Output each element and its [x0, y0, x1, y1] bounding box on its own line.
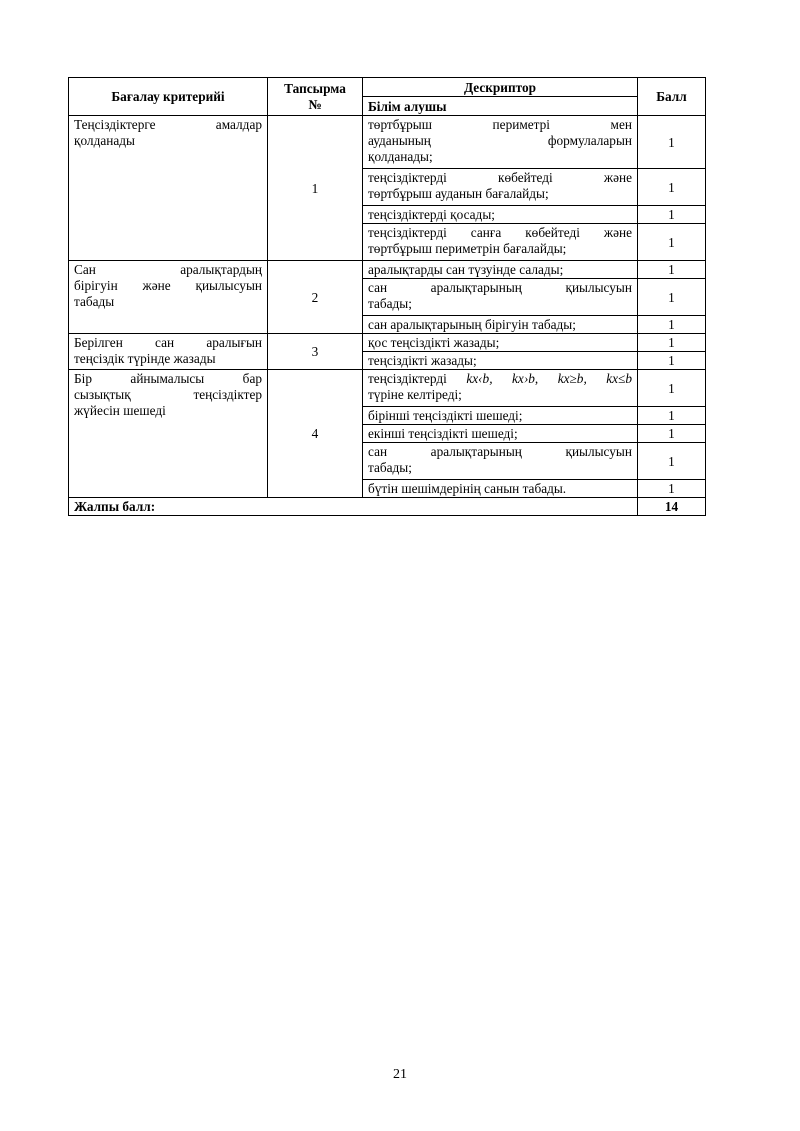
- score-4-3: 1: [638, 425, 706, 443]
- header-descriptor: Дескриптор: [363, 78, 638, 97]
- criterion-4: Бір айнымалысы бар сызықтық теңсіздіктер жүйесін шешеді: [69, 370, 268, 498]
- descriptor-3-2: теңсіздікті жазады;: [363, 352, 638, 370]
- header-score: Балл: [638, 78, 706, 116]
- score-1-3: 1: [638, 206, 706, 224]
- score-4-1: 1: [638, 370, 706, 407]
- score-1-4: 1: [638, 224, 706, 261]
- score-2-2: 1: [638, 279, 706, 316]
- task-number-1: 1: [268, 116, 363, 261]
- header-task-line1: Тапсырма: [284, 81, 346, 96]
- descriptor-2-2: сан аралықтарының қиылысуын табады;: [363, 279, 638, 316]
- descriptor-1-2: теңсіздіктерді көбейтеді және төртбұрыш ауданын бағалайды;: [363, 169, 638, 206]
- criterion-2: Сан аралықтардың бірігуін және қиылысуын табады: [69, 261, 268, 334]
- score-1-1: 1: [638, 116, 706, 169]
- page-number: 21: [393, 1067, 407, 1082]
- descriptor-1-4: теңсіздіктерді санға көбейтеді және төртбұрыш периметрін бағалайды;: [363, 224, 638, 261]
- task-number-2: 2: [268, 261, 363, 334]
- score-4-4: 1: [638, 443, 706, 480]
- descriptor-4-1: теңсіздіктерді kx‹b, kx›b, kx≥b, kx≤b түріне келтіреді;: [363, 370, 638, 407]
- descriptor-4-2: бірінші теңсіздікті шешеді;: [363, 407, 638, 425]
- score-4-5: 1: [638, 480, 706, 498]
- descriptor-1-3: теңсіздіктерді қосады;: [363, 206, 638, 224]
- descriptor-4-3: екінші теңсіздікті шешеді;: [363, 425, 638, 443]
- total-label: Жалпы балл:: [69, 498, 638, 516]
- header-task-line2: №: [308, 97, 322, 112]
- total-score: 14: [638, 498, 706, 516]
- descriptor-2-1: аралықтарды сан түзуінде салады;: [363, 261, 638, 279]
- score-3-1: 1: [638, 334, 706, 352]
- score-4-2: 1: [638, 407, 706, 425]
- assessment-rubric-table: [68, 77, 706, 516]
- descriptor-2-3: сан аралықтарының бірігуін табады;: [363, 316, 638, 334]
- descriptor-4-5: бүтін шешімдерінің санын табады.: [363, 480, 638, 498]
- descriptor-1-1: төртбұрыш периметрі мен ауданының формулаларын қолданады;: [363, 116, 638, 169]
- score-3-2: 1: [638, 352, 706, 370]
- task-number-4: 4: [268, 370, 363, 498]
- score-2-1: 1: [638, 261, 706, 279]
- score-1-2: 1: [638, 169, 706, 206]
- header-learner: Білім алушы: [363, 97, 638, 116]
- header-task: [268, 78, 363, 116]
- score-2-3: 1: [638, 316, 706, 334]
- criterion-3: Берілген сан аралығын теңсіздік түрінде жазады: [69, 334, 268, 370]
- criterion-1: Теңсіздіктерге амалдар қолданады: [69, 116, 268, 261]
- descriptor-4-4: сан аралықтарының қиылысуын табады;: [363, 443, 638, 480]
- task-number-3: 3: [268, 334, 363, 370]
- header-criterion: Бағалау критерийі: [69, 78, 268, 116]
- descriptor-3-1: қос теңсіздікті жазады;: [363, 334, 638, 352]
